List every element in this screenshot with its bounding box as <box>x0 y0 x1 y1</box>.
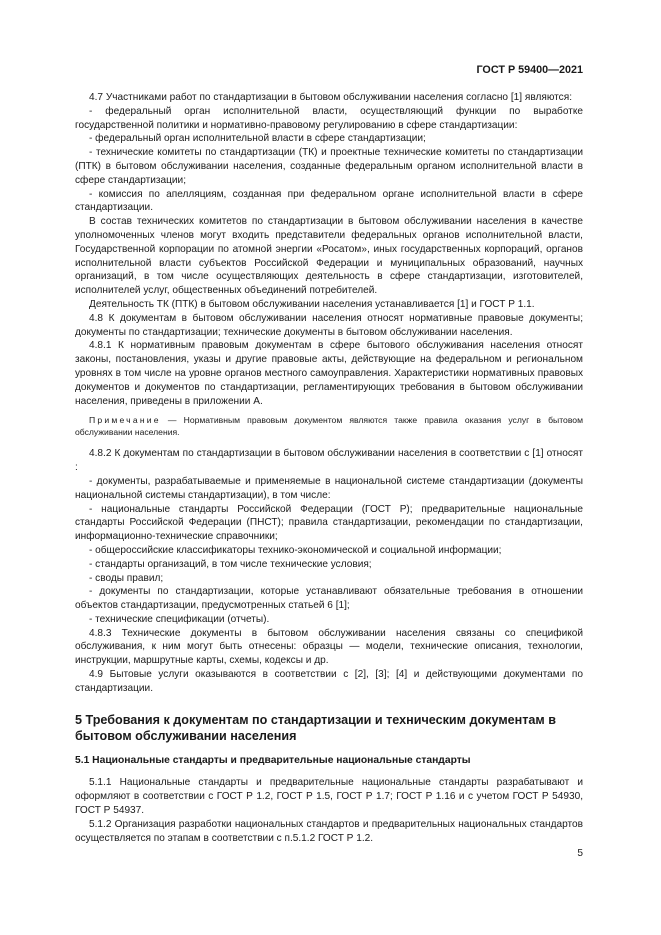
list-item: - общероссийские классификаторы технико-экономической и социальной информации; <box>89 544 502 556</box>
list-item: - стандарты организаций, в том числе технические условия; <box>89 558 372 570</box>
paragraph: 4.8 К документам в бытовом обслуживании населения относят нормативные правовые документы; документы по стандартизации; технические документы в бытовом обслуживании населения. <box>75 312 583 338</box>
paragraph: Деятельность ТК (ПТК) в бытовом обслуживании населения устанавливается [1] и ГОСТ Р 1.1. <box>89 298 535 310</box>
list-item: - документы, разрабатываемые и применяемые в национальной системе стандартизации (документы национальной системы стандартизации), в том числе: <box>75 475 583 501</box>
list-item: - комиссия по апелляциям, созданная при федеральном органе исполнительной власти в сфере стандартизации. <box>75 188 583 214</box>
note <box>75 415 583 438</box>
paragraph: 4.8.2 К документам по стандартизации в бытовом обслуживании населения в соответствии с [1] относят : <box>75 448 583 474</box>
list-item: - своды правил; <box>89 572 164 584</box>
list-item: - технические спецификации (отчеты). <box>89 613 270 625</box>
section-title: 5 Требования к документам по стандартизации и техническим документам в бытовом обслуживании населения <box>75 712 556 743</box>
paragraph: 5.1.1 Национальные стандарты и предварительные национальные стандарты разрабатывают и оформляют в соответствии с ГОСТ Р 1.2, ГОСТ Р 1.5, ГОСТ Р 1.7; ГОСТ Р 1.16 и с учетом ГОСТ Р 54930, ГОСТ Р 54937. <box>75 777 583 817</box>
list-item: - федеральный орган исполнительной власти, осуществляющий функции по выработке государственной политики и нормативно-правовому регулированию в сфере стандартизации: <box>75 105 583 131</box>
paragraph: В состав технических комитетов по стандартизации в бытовом обслуживании населения в качестве уполномоченных членов могут входить представители федеральных органов исполнительной власти, Государственной корпорации по атомной энергии «Росатом», иных государственных корпораций, органов исполнительной власти субъектов Российской Федерации и муниципальных образований, научных организаций, в том числе осуществляющих деятельность в сфере стандартизации, изготовителей, исполнителей услуг, общественных объединений потребителей. <box>75 216 583 297</box>
paragraph: 4.9 Бытовые услуги оказываются в соответствии с [2], [3]; [4] и действующими документами по стандартизации. <box>75 669 583 694</box>
page-number: 5 <box>577 848 583 859</box>
standard-header: ГОСТ Р 59400—2021 <box>476 64 583 76</box>
paragraph: 4.8.1 К нормативным правовым документам в сфере бытового обслуживания населения относят законы, постановления, указы и другие правовые акты, действующие на федеральном и региональном уровнях в том числе на уровне органов местного самоуправления. Характеристики нормативных правовых документов и документов по стандартизации, регламентирующих требования в бытовом обслуживании населения, приведены в приложении А. <box>75 340 583 407</box>
paragraph: 4.7 Участниками работ по стандартизации в бытовом обслуживании населения согласно [1] являются: <box>89 92 573 103</box>
note-text: — Нормативным правовым документом являются также правила оказания услуг в бытовом обслуживании населения. <box>75 415 583 437</box>
page-content <box>75 91 583 845</box>
note-tag: Примечание <box>89 415 161 426</box>
list-item: - национальные стандарты Российской Федерации (ГОСТ Р); предварительные национальные стандарты Российской Федерации (ПНСТ); правила стандартизации, рекомендации по стандартизации, информационно-технические справочники; <box>75 503 583 543</box>
paragraph: 5.1.2 Организация разработки национальных стандартов и предварительных национальных стандартов осуществляется по этапам в соответствии с п.5.1.2 ГОСТ Р 1.2. <box>75 818 583 844</box>
subsection-title: 5.1 Национальные стандарты и предварительные национальные стандарты <box>75 754 471 766</box>
list-item: - технические комитеты по стандартизации (ТК) и проектные технические комитеты по стандартизации (ПТК) в бытовом обслуживании населения, созданные федеральным органом исполнительной власти в сфере стандартизации; <box>75 147 583 186</box>
list-item: - документы по стандартизации, которые устанавливают обязательные требования в отношении объектов стандартизации, предусмотренных статьей 6 [1]; <box>75 586 583 612</box>
paragraph: 4.8.3 Технические документы в бытовом обслуживании населения связаны со спецификой обслуживания, к ним могут быть отнесены: образцы — модели, технические описания, технологии, инструкции, маршрутные карты, схемы, кодексы и др. <box>75 627 583 667</box>
list-item: - федеральный орган исполнительной власти в сфере стандартизации; <box>89 133 426 145</box>
